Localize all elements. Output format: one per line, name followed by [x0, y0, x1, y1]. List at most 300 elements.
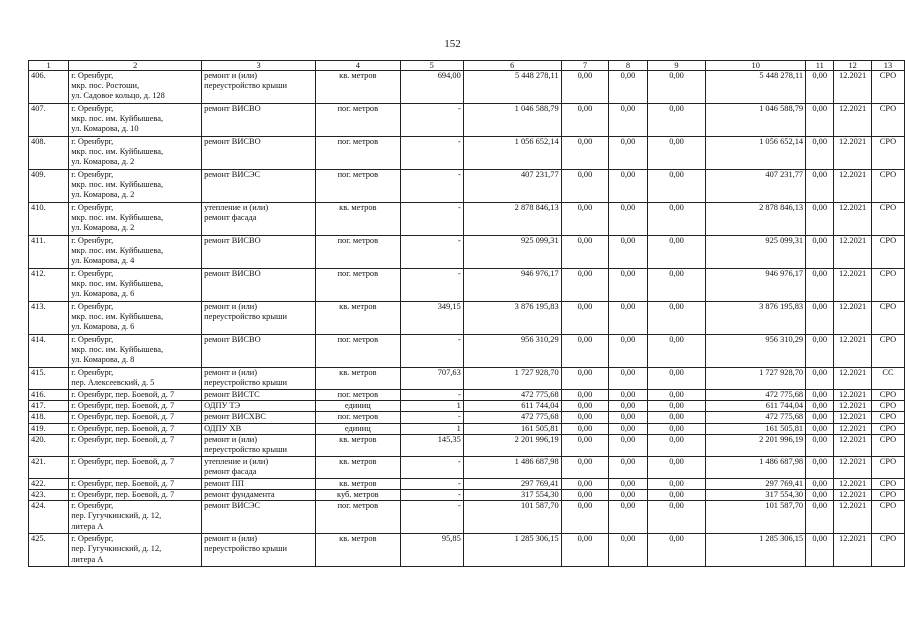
fund-cell: 0,00 [561, 501, 609, 534]
quantity-cell: - [400, 490, 463, 501]
fund-cell: 0,00 [561, 412, 609, 423]
work-type-cell-line: ремонт ВИСЭС [204, 170, 261, 179]
table-row [29, 390, 905, 401]
work-type-cell [202, 390, 316, 401]
other-funds-cell: 0,00 [806, 456, 834, 478]
total-cost-cell: 407 231,77 [463, 170, 561, 203]
unit-cell: пог. метров [315, 170, 400, 203]
budget-cell: 0,00 [609, 170, 647, 203]
owners-funds-cell: 317 554,30 [706, 490, 806, 501]
address-cell [69, 104, 202, 137]
page-number: 152 [444, 38, 461, 50]
fund-cell: 0,00 [561, 71, 609, 104]
work-type-cell [202, 434, 316, 456]
address-cell-line: г. Оренбург, пер. Боевой, д. 7 [71, 490, 175, 500]
deadline-cell: 12.2021 [834, 534, 872, 567]
address-cell-line: мкр. пос. им. Куйбышева, [71, 213, 164, 223]
unit-cell: пог. метров [315, 104, 400, 137]
address-cell-line: ул. Комарова, д. 2 [71, 223, 135, 233]
table-row [29, 236, 905, 269]
address-cell [69, 335, 202, 368]
work-type-cell [202, 501, 316, 534]
work-type-cell-line: ремонт и (или) [204, 534, 258, 544]
address-cell-line: мкр. пос. им. Куйбышева, [71, 345, 164, 355]
unit-cell: пог. метров [315, 137, 400, 170]
address-cell [69, 490, 202, 501]
address-cell-line: ул. Комарова, д. 6 [71, 289, 135, 299]
local-budget-cell: 0,00 [647, 456, 706, 478]
address-cell [69, 401, 202, 412]
deadline-cell: 12.2021 [834, 236, 872, 269]
total-cost-cell: 2 201 996,19 [463, 434, 561, 456]
work-type-cell-line: ремонт фасада [204, 213, 257, 223]
budget-cell: 0,00 [609, 302, 647, 335]
budget-cell: 0,00 [609, 401, 647, 412]
table-row [29, 401, 905, 412]
method-cell: СС [871, 368, 904, 390]
address-cell [69, 434, 202, 456]
deadline-cell: 12.2021 [834, 104, 872, 137]
other-funds-cell: 0,00 [806, 401, 834, 412]
address-cell [69, 137, 202, 170]
local-budget-cell: 0,00 [647, 401, 706, 412]
address-cell [69, 534, 202, 567]
other-funds-cell: 0,00 [806, 236, 834, 269]
deadline-cell: 12.2021 [834, 302, 872, 335]
total-cost-cell: 5 448 278,11 [463, 71, 561, 104]
address-cell-line: мкр. пос. им. Куйбышева, [71, 180, 164, 190]
work-type-cell [202, 478, 316, 489]
address-cell [69, 501, 202, 534]
total-cost-cell: 472 775,68 [463, 390, 561, 401]
budget-cell: 0,00 [609, 71, 647, 104]
address-cell-line: мкр. пос. Ростоши, [71, 81, 140, 91]
address-cell-line: мкр. пос. им. Куйбышева, [71, 312, 164, 322]
column-header: 12 [834, 61, 872, 71]
address-cell [69, 478, 202, 489]
address-cell-line: г. Оренбург, [71, 203, 114, 212]
fund-cell: 0,00 [561, 137, 609, 170]
row-number-cell: 415. [29, 368, 69, 390]
local-budget-cell: 0,00 [647, 412, 706, 423]
fund-cell: 0,00 [561, 478, 609, 489]
work-type-cell-line: ремонт фасада [204, 467, 257, 477]
work-type-cell-line: ремонт ВИСТС [204, 390, 260, 399]
local-budget-cell: 0,00 [647, 534, 706, 567]
total-cost-cell: 1 486 687,98 [463, 456, 561, 478]
address-cell-line: г. Оренбург, [71, 501, 114, 511]
work-type-cell-line: ремонт ВИСВО [204, 236, 261, 245]
method-cell: СРО [871, 170, 904, 203]
table-row [29, 203, 905, 236]
owners-funds-cell: 611 744,04 [706, 401, 806, 412]
fund-cell: 0,00 [561, 423, 609, 434]
column-header: 11 [806, 61, 834, 71]
total-cost-cell: 101 587,70 [463, 501, 561, 534]
unit-cell: кв. метров [315, 478, 400, 489]
address-cell-line: г. Оренбург, [71, 368, 114, 377]
owners-funds-cell: 2 878 846,13 [706, 203, 806, 236]
other-funds-cell: 0,00 [806, 368, 834, 390]
quantity-cell: 349,15 [400, 302, 463, 335]
quantity-cell: 694,00 [400, 71, 463, 104]
unit-cell: пог. метров [315, 335, 400, 368]
column-header: 4 [315, 61, 400, 71]
address-cell [69, 368, 202, 390]
total-cost-cell: 1 046 588,79 [463, 104, 561, 137]
owners-funds-cell: 3 876 195,83 [706, 302, 806, 335]
row-number-cell: 424. [29, 501, 69, 534]
address-cell-line: г. Оренбург, [71, 104, 114, 113]
table-row [29, 456, 905, 478]
address-cell-line: ул. Комарова, д. 2 [71, 190, 135, 200]
owners-funds-cell: 946 976,17 [706, 269, 806, 302]
address-cell-line: мкр. пос. им. Куйбышева, [71, 114, 164, 124]
total-cost-cell: 472 775,68 [463, 412, 561, 423]
address-cell [69, 203, 202, 236]
address-cell [69, 269, 202, 302]
column-header: 9 [647, 61, 706, 71]
local-budget-cell: 0,00 [647, 203, 706, 236]
address-cell-line: пер. Гугучкинский, д. 12, [71, 544, 162, 554]
local-budget-cell: 0,00 [647, 478, 706, 489]
method-cell: СРО [871, 335, 904, 368]
unit-cell: куб. метров [315, 490, 400, 501]
method-cell: СРО [871, 302, 904, 335]
budget-cell: 0,00 [609, 203, 647, 236]
address-cell-line: г. Оренбург, [71, 71, 114, 80]
row-number-cell: 417. [29, 401, 69, 412]
budget-cell: 0,00 [609, 423, 647, 434]
row-number-cell: 410. [29, 203, 69, 236]
owners-funds-cell: 1 727 928,70 [706, 368, 806, 390]
address-cell [69, 456, 202, 478]
other-funds-cell: 0,00 [806, 335, 834, 368]
deadline-cell: 12.2021 [834, 456, 872, 478]
quantity-cell: - [400, 478, 463, 489]
budget-cell: 0,00 [609, 490, 647, 501]
row-number-cell: 414. [29, 335, 69, 368]
work-type-cell-line: переустройство крыши [204, 81, 287, 91]
address-cell [69, 236, 202, 269]
total-cost-cell: 2 878 846,13 [463, 203, 561, 236]
method-cell: СРО [871, 456, 904, 478]
work-type-cell-line: ремонт и (или) [204, 434, 258, 444]
work-type-cell-line: ремонт ВИСВО [204, 335, 261, 344]
fund-cell: 0,00 [561, 170, 609, 203]
deadline-cell: 12.2021 [834, 401, 872, 412]
work-type-cell [202, 456, 316, 478]
total-cost-cell: 3 876 195,83 [463, 302, 561, 335]
deadline-cell: 12.2021 [834, 412, 872, 423]
other-funds-cell: 0,00 [806, 478, 834, 489]
quantity-cell: 95,85 [400, 534, 463, 567]
work-type-cell [202, 423, 316, 434]
method-cell: СРО [871, 412, 904, 423]
work-type-cell-line: ремонт ВИСВО [204, 269, 261, 278]
method-cell: СРО [871, 269, 904, 302]
address-cell-line: ул. Комарова, д. 2 [71, 157, 135, 167]
deadline-cell: 12.2021 [834, 501, 872, 534]
address-cell-line: литера А [71, 521, 104, 531]
address-cell [69, 412, 202, 423]
table-row [29, 490, 905, 501]
local-budget-cell: 0,00 [647, 368, 706, 390]
row-number-cell: 420. [29, 434, 69, 456]
work-type-cell [202, 71, 316, 104]
deadline-cell: 12.2021 [834, 490, 872, 501]
address-cell-line: г. Оренбург, пер. Боевой, д. 7 [71, 456, 175, 466]
unit-cell: пог. метров [315, 501, 400, 534]
work-type-cell [202, 401, 316, 412]
budget-cell: 0,00 [609, 434, 647, 456]
table-row [29, 478, 905, 489]
other-funds-cell: 0,00 [806, 137, 834, 170]
work-type-cell [202, 302, 316, 335]
address-cell [69, 302, 202, 335]
unit-cell: кв. метров [315, 534, 400, 567]
row-number-cell: 407. [29, 104, 69, 137]
budget-cell: 0,00 [609, 269, 647, 302]
fund-cell: 0,00 [561, 490, 609, 501]
deadline-cell: 12.2021 [834, 137, 872, 170]
row-number-cell: 421. [29, 456, 69, 478]
budget-cell: 0,00 [609, 335, 647, 368]
deadline-cell: 12.2021 [834, 269, 872, 302]
row-number-cell: 408. [29, 137, 69, 170]
method-cell: СРО [871, 423, 904, 434]
table-row [29, 501, 905, 534]
fund-cell: 0,00 [561, 335, 609, 368]
address-cell-line: г. Оренбург, пер. Боевой, д. 7 [71, 423, 175, 433]
budget-cell: 0,00 [609, 412, 647, 423]
budget-cell: 0,00 [609, 456, 647, 478]
unit-cell: кв. метров [315, 302, 400, 335]
row-number-cell: 413. [29, 302, 69, 335]
local-budget-cell: 0,00 [647, 269, 706, 302]
deadline-cell: 12.2021 [834, 390, 872, 401]
address-cell-line: г. Оренбург, пер. Боевой, д. 7 [71, 434, 175, 444]
local-budget-cell: 0,00 [647, 501, 706, 534]
other-funds-cell: 0,00 [806, 269, 834, 302]
address-cell-line: г. Оренбург, [71, 302, 114, 311]
local-budget-cell: 0,00 [647, 170, 706, 203]
work-type-cell [202, 104, 316, 137]
total-cost-cell: 946 976,17 [463, 269, 561, 302]
other-funds-cell: 0,00 [806, 434, 834, 456]
quantity-cell: - [400, 412, 463, 423]
address-cell-line: г. Оренбург, [71, 269, 114, 278]
work-type-cell-line: утепление и (или) [204, 203, 269, 212]
quantity-cell: - [400, 269, 463, 302]
local-budget-cell: 0,00 [647, 335, 706, 368]
quantity-cell: - [400, 236, 463, 269]
address-cell-line: г. Оренбург, [71, 534, 114, 544]
address-cell [69, 390, 202, 401]
address-cell-line: г. Оренбург, пер. Боевой, д. 7 [71, 390, 175, 399]
address-cell-line: ул. Садовое кольцо, д. 128 [71, 91, 165, 101]
quantity-cell: - [400, 203, 463, 236]
total-cost-cell: 297 769,41 [463, 478, 561, 489]
budget-cell: 0,00 [609, 104, 647, 137]
work-type-cell-line: ремонт ВИСВО [204, 104, 261, 113]
owners-funds-cell: 1 486 687,98 [706, 456, 806, 478]
column-header: 13 [871, 61, 904, 71]
work-type-cell-line: переустройство крыши [204, 544, 287, 554]
local-budget-cell: 0,00 [647, 137, 706, 170]
row-number-cell: 425. [29, 534, 69, 567]
unit-cell: единиц [315, 423, 400, 434]
total-cost-cell: 1 285 306,15 [463, 534, 561, 567]
deadline-cell: 12.2021 [834, 368, 872, 390]
table-row [29, 368, 905, 390]
work-type-cell [202, 203, 316, 236]
address-cell-line: мкр. пос. им. Куйбышева, [71, 279, 164, 289]
row-number-cell: 416. [29, 390, 69, 401]
total-cost-cell: 1 056 652,14 [463, 137, 561, 170]
address-cell-line: г. Оренбург, пер. Боевой, д. 7 [71, 401, 175, 411]
unit-cell: кв. метров [315, 203, 400, 236]
owners-funds-cell: 2 201 996,19 [706, 434, 806, 456]
work-type-cell [202, 412, 316, 423]
method-cell: СРО [871, 490, 904, 501]
other-funds-cell: 0,00 [806, 534, 834, 567]
column-header: 5 [400, 61, 463, 71]
unit-cell: пог. метров [315, 390, 400, 401]
other-funds-cell: 0,00 [806, 423, 834, 434]
unit-cell: пог. метров [315, 236, 400, 269]
owners-funds-cell: 925 099,31 [706, 236, 806, 269]
table-row [29, 534, 905, 567]
local-budget-cell: 0,00 [647, 104, 706, 137]
method-cell: СРО [871, 203, 904, 236]
unit-cell: кв. метров [315, 368, 400, 390]
fund-cell: 0,00 [561, 368, 609, 390]
deadline-cell: 12.2021 [834, 71, 872, 104]
deadline-cell: 12.2021 [834, 170, 872, 203]
other-funds-cell: 0,00 [806, 71, 834, 104]
owners-funds-cell: 101 587,70 [706, 501, 806, 534]
method-cell: СРО [871, 71, 904, 104]
work-type-cell-line: ремонт ВИСЭС [204, 501, 261, 511]
other-funds-cell: 0,00 [806, 412, 834, 423]
column-header: 6 [463, 61, 561, 71]
quantity-cell: 707,63 [400, 368, 463, 390]
budget-cell: 0,00 [609, 390, 647, 401]
column-header: 3 [202, 61, 316, 71]
work-type-cell [202, 236, 316, 269]
address-cell-line: г. Оренбург, пер. Боевой, д. 7 [71, 478, 175, 488]
local-budget-cell: 0,00 [647, 71, 706, 104]
row-number-cell: 419. [29, 423, 69, 434]
table-row [29, 423, 905, 434]
budget-cell: 0,00 [609, 534, 647, 567]
work-type-cell [202, 534, 316, 567]
local-budget-cell: 0,00 [647, 236, 706, 269]
deadline-cell: 12.2021 [834, 423, 872, 434]
owners-funds-cell: 407 231,77 [706, 170, 806, 203]
method-cell: СРО [871, 137, 904, 170]
column-header: 7 [561, 61, 609, 71]
budget-cell: 0,00 [609, 236, 647, 269]
total-cost-cell: 1 727 928,70 [463, 368, 561, 390]
fund-cell: 0,00 [561, 534, 609, 567]
other-funds-cell: 0,00 [806, 170, 834, 203]
local-budget-cell: 0,00 [647, 423, 706, 434]
table-row [29, 269, 905, 302]
deadline-cell: 12.2021 [834, 434, 872, 456]
fund-cell: 0,00 [561, 434, 609, 456]
other-funds-cell: 0,00 [806, 390, 834, 401]
method-cell: СРО [871, 534, 904, 567]
work-type-cell-line: ремонт ВИСХВС [204, 412, 266, 422]
table-row [29, 71, 905, 104]
row-number-cell: 406. [29, 71, 69, 104]
quantity-cell: - [400, 390, 463, 401]
method-cell: СРО [871, 478, 904, 489]
fund-cell: 0,00 [561, 456, 609, 478]
work-type-cell-line: ремонт ВИСВО [204, 137, 261, 146]
row-number-cell: 418. [29, 412, 69, 423]
fund-cell: 0,00 [561, 104, 609, 137]
work-type-cell [202, 137, 316, 170]
quantity-cell: 145,35 [400, 434, 463, 456]
address-cell-line: г. Оренбург, [71, 335, 114, 344]
local-budget-cell: 0,00 [647, 390, 706, 401]
address-cell-line: ул. Комарова, д. 8 [71, 355, 135, 365]
quantity-cell: - [400, 104, 463, 137]
work-type-cell-line: ремонт и (или) [204, 368, 258, 377]
total-cost-cell: 956 310,29 [463, 335, 561, 368]
row-number-cell: 412. [29, 269, 69, 302]
quantity-cell: 1 [400, 423, 463, 434]
local-budget-cell: 0,00 [647, 434, 706, 456]
row-number-cell: 423. [29, 490, 69, 501]
address-cell-line: ул. Комарова, д. 10 [71, 124, 139, 134]
total-cost-cell: 317 554,30 [463, 490, 561, 501]
work-type-cell-line: ремонт и (или) [204, 71, 258, 80]
owners-funds-cell: 5 448 278,11 [706, 71, 806, 104]
other-funds-cell: 0,00 [806, 104, 834, 137]
fund-cell: 0,00 [561, 203, 609, 236]
column-header-row [29, 61, 905, 71]
address-cell-line: пер. Алексеевский, д. 5 [71, 378, 155, 388]
owners-funds-cell: 472 775,68 [706, 390, 806, 401]
work-type-cell [202, 170, 316, 203]
owners-funds-cell: 297 769,41 [706, 478, 806, 489]
owners-funds-cell: 1 285 306,15 [706, 534, 806, 567]
total-cost-cell: 161 505,81 [463, 423, 561, 434]
work-type-cell-line: ремонт фундамента [204, 490, 275, 500]
unit-cell: пог. метров [315, 269, 400, 302]
fund-cell: 0,00 [561, 390, 609, 401]
table-row [29, 412, 905, 423]
row-number-cell: 411. [29, 236, 69, 269]
budget-cell: 0,00 [609, 501, 647, 534]
column-header: 1 [29, 61, 69, 71]
local-budget-cell: 0,00 [647, 490, 706, 501]
deadline-cell: 12.2021 [834, 203, 872, 236]
work-type-cell-line: переустройство крыши [204, 445, 287, 455]
total-cost-cell: 925 099,31 [463, 236, 561, 269]
other-funds-cell: 0,00 [806, 490, 834, 501]
column-header: 10 [706, 61, 806, 71]
address-cell-line: г. Оренбург, [71, 170, 114, 179]
owners-funds-cell: 956 310,29 [706, 335, 806, 368]
method-cell: СРО [871, 390, 904, 401]
method-cell: СРО [871, 434, 904, 456]
work-type-cell-line: ОДПУ ТЭ [204, 401, 241, 411]
